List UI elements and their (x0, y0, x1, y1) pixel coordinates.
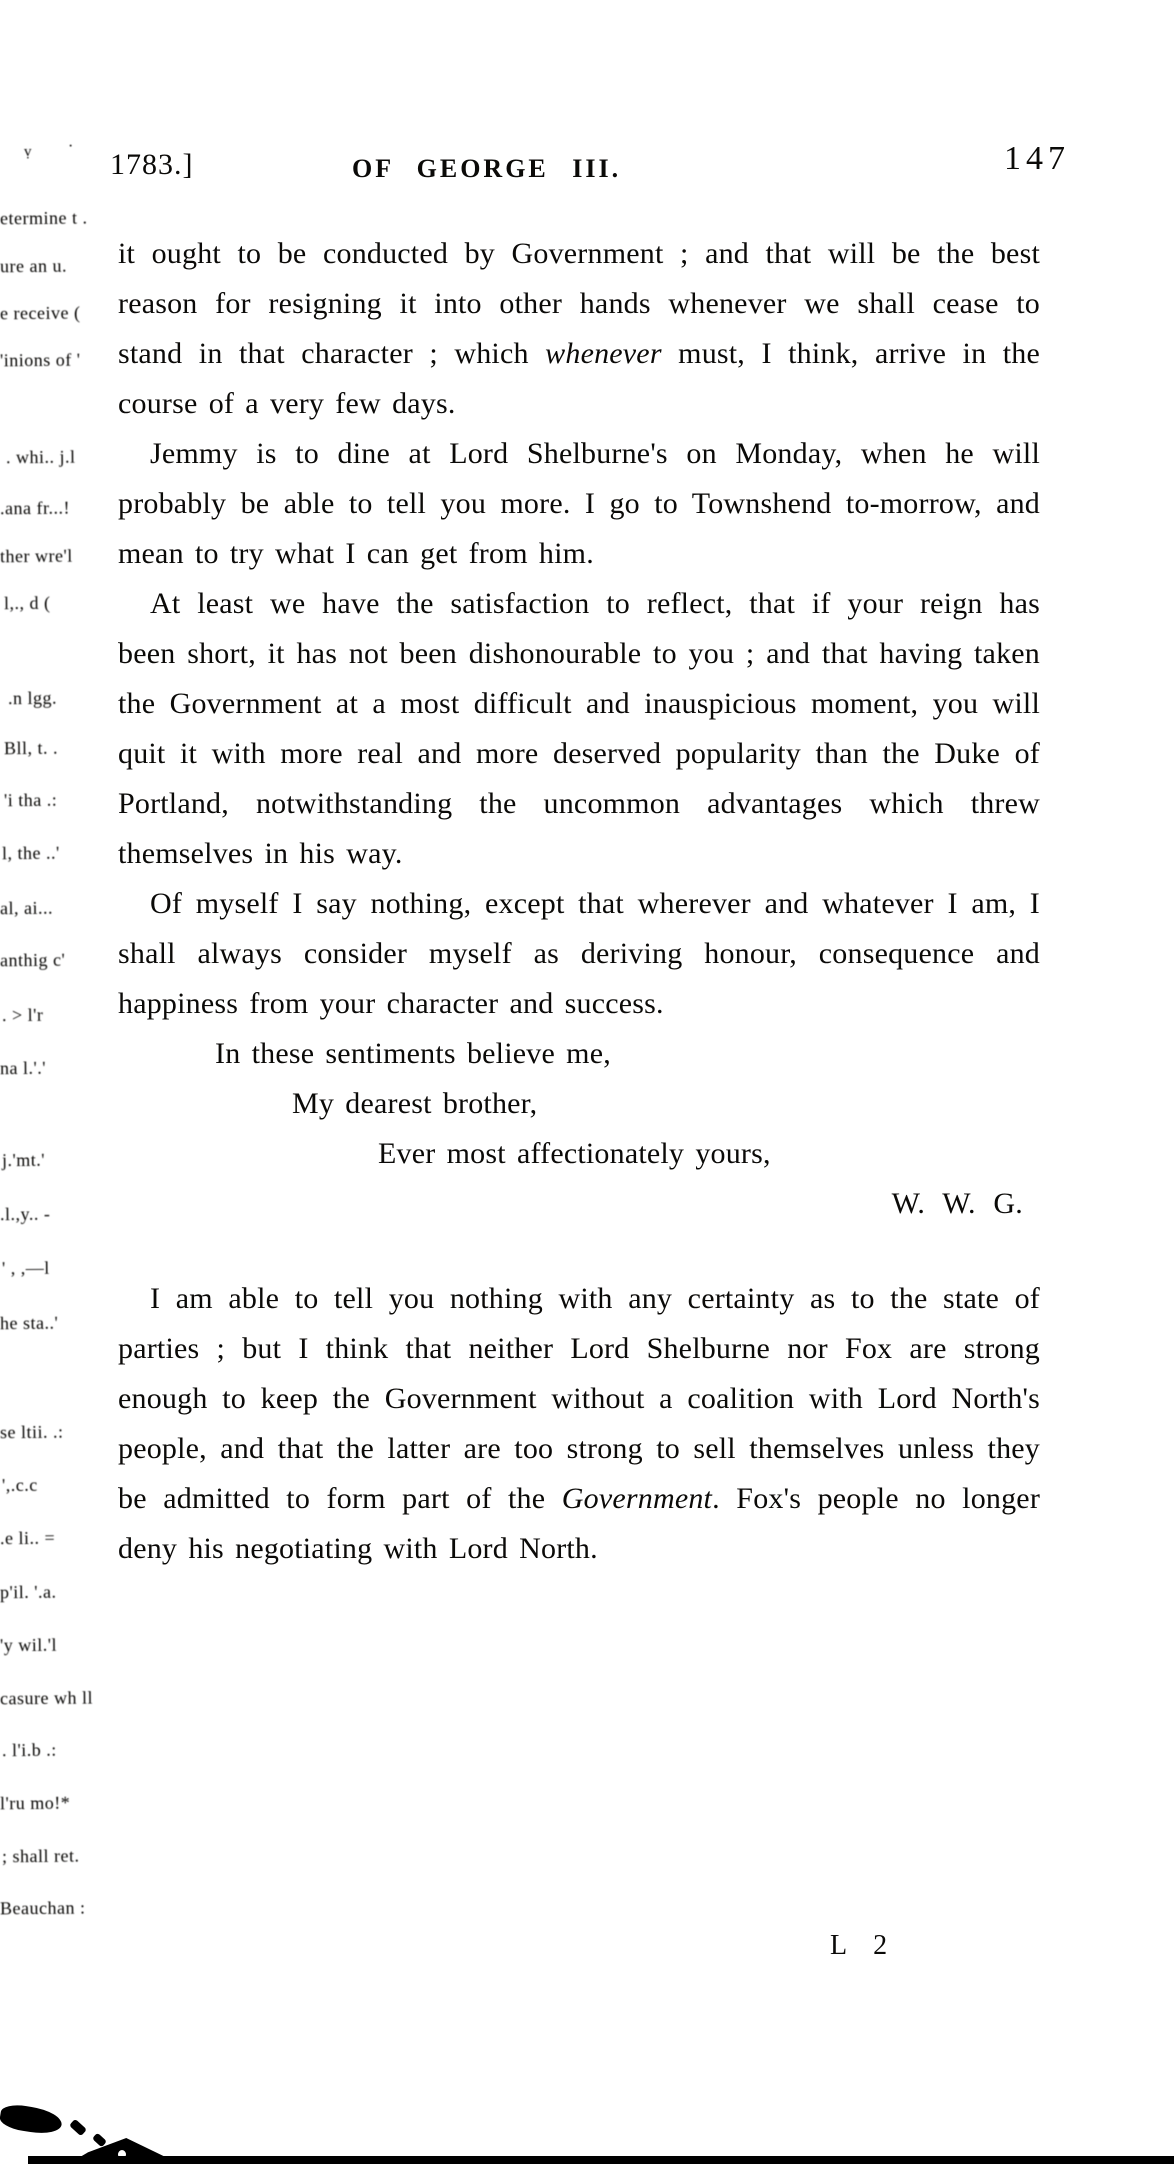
bleed-text-fragment: .n lgg. (7, 687, 58, 709)
bleed-text-fragment: anthig c' (0, 949, 66, 971)
bleed-text-fragment: l,., d ( (3, 592, 51, 614)
valediction-line: My dearest brother, (292, 1087, 538, 1120)
bleed-text-fragment: . > l'r (1, 1004, 44, 1026)
body-text: Of myself I say nothing, except that wherever and whatever I am, I shall always consider myself as deriving honour, consequence and happiness from your character and success. (118, 887, 1040, 1020)
header-running-title: OF GEORGE III. (352, 154, 622, 183)
bleed-text-fragment: ther wre'l (0, 545, 73, 567)
bleed-text-fragment: j.'mt.' (1, 1149, 46, 1171)
letter-text-column (118, 229, 1040, 1574)
italic-text: whenever (545, 337, 662, 370)
body-text: Jemmy is to dine at Lord Shelburne's on Monday, when he will probably be able to tell you more. I go to Townshend to-morrow, and mean to try what I can get from him. (118, 437, 1040, 570)
bleed-text-fragment: he sta..' (0, 1312, 59, 1334)
bleed-text-fragment: .l.,y.. - (0, 1203, 51, 1225)
bleed-text-fragment: ure an u. (0, 255, 68, 277)
bleed-text-fragment: . l'i.b .: (1, 1739, 57, 1761)
letter-paragraph (118, 429, 1040, 579)
body-text: must, I think, arrive in the course of a very few days. (118, 337, 1040, 420)
bleed-text-fragment: se ltii. .: (0, 1421, 64, 1443)
letter-paragraph (118, 1274, 1040, 1574)
bleed-text-fragment: casure wh ll (0, 1687, 94, 1709)
bleed-text-fragment: .e li.. = (0, 1527, 56, 1549)
postscript (118, 1274, 1040, 1574)
signature-mark: L 2 (830, 1930, 889, 1961)
bleed-text-fragment: . whi.. j.l (5, 446, 76, 468)
bleed-text-fragment: ' , ,—l (1, 1257, 50, 1279)
margin-bleed (0, 0, 110, 2164)
bleed-text-fragment: 'i tha .: (3, 789, 58, 811)
bleed-text-fragment: · (67, 137, 74, 156)
body-text: . Fox's people no longer deny his negotiating with Lord North. (118, 1482, 1041, 1565)
scan-edge-bar (28, 2156, 1174, 2164)
bleed-text-fragment: Bll, t. . (3, 737, 59, 759)
body-text: it ought to be conducted by Government ; and that will be the best reason for resigning it into other hands whenever we shall cease to stand in that character ; which (118, 237, 1040, 370)
body-text: At least we have the satisfaction to reflect, that if your reign has been short, it has not been dishonourable to you ; and that having taken the Government at a most difficult and inauspicious moment, you will quit it with more real and more deserved popularity than the Duke of Portland, notwithstanding the uncommon advantages which threw themselves in his way. (118, 587, 1040, 870)
bleed-text-fragment: 'y wil.'l (0, 1634, 58, 1656)
valediction-line: In these sentiments believe me, (215, 1037, 611, 1070)
bleed-text-fragment: ; shall ret. (1, 1845, 80, 1867)
letter-paragraph (118, 229, 1040, 429)
letter-paragraph (118, 879, 1040, 1029)
bleed-text-fragment: Beauchan : (0, 1897, 86, 1919)
bleed-text-fragment: ṿ (23, 143, 33, 161)
bleed-text-fragment: 'inions of ' (0, 349, 81, 371)
body-text: I am able to tell you nothing with any certainty as to the state of parties ; but I think that neither Lord Shelburne nor Fox are strong enough to keep the Government without a coalition with Lord North's people, and that the latter are too strong to sell themselves unless they be admitted to form part of the (118, 1282, 1040, 1515)
bleed-text-fragment: al, ai... (0, 897, 54, 919)
valediction-line: Ever most affectionately yours, (378, 1137, 771, 1170)
letter-paragraph (118, 579, 1040, 879)
header-page-number: 147 (1004, 140, 1070, 177)
bleed-text-fragment: e receive ( (0, 302, 81, 324)
bleed-text-fragment: na l.'.' (0, 1057, 47, 1079)
bleed-text-fragment: l'ru mo!* (0, 1792, 71, 1814)
bleed-text-fragment: l, the ..' (1, 842, 60, 864)
signature-initials: W. W. G. (891, 1187, 1023, 1220)
italic-text: Government (561, 1482, 713, 1515)
bleed-text-fragment: etermine t . (0, 207, 88, 229)
letter-body (118, 229, 1040, 1029)
bleed-text-fragment: .ana fr...! (0, 497, 71, 519)
bleed-text-fragment: p'il. '.a. (0, 1581, 57, 1603)
header-year-label: 1783.] (110, 148, 194, 181)
bleed-text-fragment: ',.c.c (1, 1474, 38, 1496)
valediction (118, 1029, 1040, 1229)
